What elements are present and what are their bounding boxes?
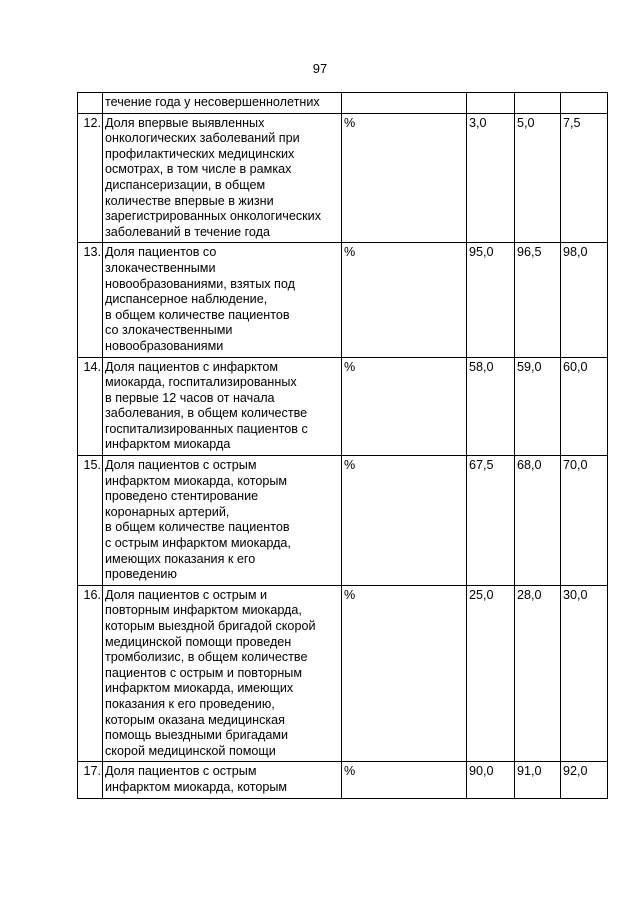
indicator-name: Доля пациентов с острым и повторным инфарктом миокарда, которым выездной бригадой скорой медицинской помощи проведен тромболизис, в общем количестве пациентов с острым и повторным инфарктом миокарда, имеющих показания к его проведению, которым оказана медицинская помощь выездными бригадами скорой медицинской помощи [103,585,342,762]
table-row [78,93,608,114]
row-number: 17. [78,762,103,798]
value-cell-1: 67,5 [467,456,515,586]
value-cell-1 [467,93,515,114]
row-number: 12. [78,113,103,243]
value-cell-1: 58,0 [467,357,515,456]
unit-cell: % [342,762,467,798]
indicator-name: Доля пациентов с острым инфарктом миокарда, которым проведено стентирование коронарных артерий, в общем количестве пациентов с острым инфарктом миокарда, имеющих показания к его проведению [103,456,342,586]
value-cell-3: 60,0 [561,357,608,456]
table-row [78,357,608,456]
indicator-name: Доля пациентов с инфарктом миокарда, госпитализированных в первые 12 часов от начала заболевания, в общем количестве госпитализированных пациентов с инфарктом миокарда [103,357,342,456]
value-cell-1: 95,0 [467,243,515,357]
value-cell-1: 3,0 [467,113,515,243]
value-cell-2: 28,0 [515,585,561,762]
table-row [78,585,608,762]
table-row [78,762,608,798]
unit-cell: % [342,243,467,357]
value-cell-3: 70,0 [561,456,608,586]
row-number: 15. [78,456,103,586]
row-number: 16. [78,585,103,762]
value-cell-2: 5,0 [515,113,561,243]
value-cell-2: 59,0 [515,357,561,456]
unit-cell: % [342,113,467,243]
unit-cell [342,93,467,114]
value-cell-2: 96,5 [515,243,561,357]
unit-cell: % [342,456,467,586]
table-row [78,243,608,357]
value-cell-3 [561,93,608,114]
table-row [78,113,608,243]
row-number [78,93,103,114]
indicator-name: Доля впервые выявленных онкологических заболеваний при профилактических медицинских осмотрах, в том числе в рамках диспансеризации, в общем количестве впервые в жизни зарегистрированных онкологических заболеваний в течение года [103,113,342,243]
value-cell-2: 68,0 [515,456,561,586]
unit-cell: % [342,585,467,762]
indicators-table [77,92,608,799]
indicator-name: Доля пациентов с острым инфарктом миокарда, которым [103,762,342,798]
table-row [78,456,608,586]
value-cell-3: 7,5 [561,113,608,243]
value-cell-1: 90,0 [467,762,515,798]
value-cell-2 [515,93,561,114]
indicator-name: Доля пациентов со злокачественными новообразованиями, взятых под диспансерное наблюдение, в общем количестве пациентов со злокачественными новообразованиями [103,243,342,357]
row-number: 13. [78,243,103,357]
row-number: 14. [78,357,103,456]
value-cell-2: 91,0 [515,762,561,798]
value-cell-3: 92,0 [561,762,608,798]
value-cell-1: 25,0 [467,585,515,762]
value-cell-3: 30,0 [561,585,608,762]
page-number: 97 [312,61,328,76]
unit-cell: % [342,357,467,456]
value-cell-3: 98,0 [561,243,608,357]
indicator-name: течение года у несовершеннолетних [103,93,342,114]
